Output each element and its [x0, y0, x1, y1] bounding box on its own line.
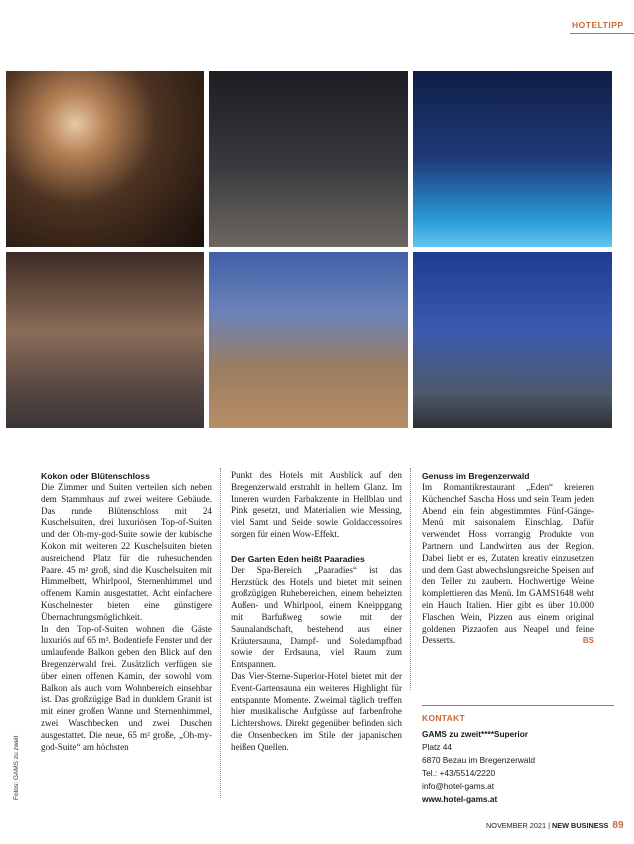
section-label: HOTELTIPP	[572, 20, 624, 30]
paragraph-text: Im Romantikrestaurant „Eden“ kreieren Küchenchef Sascha Hoss und sein Team jeden Abend ein fein abgestimmtes Fünf-Gänge-Menü mit saisonalem Einschlag. Dafür verwendet Hoss vorrangig Produkte von Partnern und Landwirten aus der Region. Dabei liebt er es, Zutaten kreativ einzusetzen und dem Gast abwechslungsreiche Speisen auf den Teller zu zaubern. Hochwertige Weine komplettieren das Menü. Im GAMS1648 weht ein Hauch Italien. Hier gibt es über 10.000 Flaschen Wein, Pizzen aus einem original goldenen Pizzaofen aus Neapel und feine Desserts.	[422, 482, 594, 646]
photo-lobby-fireplace	[209, 71, 408, 247]
article-column-2	[231, 470, 402, 754]
paragraph	[422, 482, 594, 647]
photo-credit: Fotos: GAMS zu zweit	[13, 735, 20, 800]
page-number: 89	[612, 820, 624, 831]
paragraph: Das Vier-Sterne-Superior-Hotel bietet mit der Event-Gartensauna ein weiteres Highlight für entspannte Momente. Zweimal täglich treffen hier musikalische Aufgüsse auf farbenfrohe Lichtershows. Direkt gegenüber befinden sich die Onsenbecken im Stile der japanischen heißen Quellen.	[231, 670, 402, 752]
paragraph: Die Zimmer und Suiten verteilen sich neben dem Stammhaus auf zwei weitere Gebäude. Das runde Blütenschloss mit 24 Kuschelsuiten, drei luxuriösen Top-of-Suiten und der Oh-my-god-Suite sowie der kubische Kokon mit weiteren 22 Kuschelsuiten bieten ausreichend Platz für die ruhesuchenden Paare. 45 m² groß, sind die Kuschelsuiten mit Himmelbett, Whirlpool, Sternenhimmel und offenem Kamin ausgestattet. Acht einfachere Kuschelnester bieten eine günstigere Übernachtungsmöglichkeit.	[41, 482, 212, 622]
photo-garden-terrace	[209, 252, 408, 428]
contact-box	[422, 728, 535, 806]
footer-publication: NEW BUSINESS	[552, 821, 609, 830]
photo-spa-roof-pool	[413, 71, 612, 247]
article-column-1	[41, 470, 212, 753]
contact-heading: KONTAKT	[422, 713, 466, 723]
heading-kokon: Kokon oder Blütenschloss	[41, 471, 150, 481]
contact-hotel-name: GAMS zu zweit****Superior	[422, 729, 529, 739]
heading-genuss: Genuss im Bregenzerwald	[422, 471, 530, 481]
author-signature: BS	[582, 636, 594, 646]
footer-separator: |	[548, 821, 550, 830]
contact-phone: Tel.: +43/5514/2220	[422, 768, 496, 778]
column-divider	[410, 468, 411, 690]
photo-owners	[6, 71, 204, 247]
section-divider	[570, 33, 634, 34]
paragraph: In den Top-of-Suiten wohnen die Gäste luxuriös auf 65 m². Bodentiefe Fenster und der umlaufende Balkon geben den Blick auf den Bregenzerwald frei. Zusätzlich verfügen sie über einen offenen Kamin, der sowohl vom Balkon als auch vom Wohnbereich einsehbar ist. Das großzügige Bad in dunklem Granit ist mit einer großen Wanne und Sternenhimmel, zwei Waschbecken und zwei Duschen ausgestattet. Die neue, 65 m² große, „Oh-my-god-Suite“ am höchsten	[41, 623, 213, 752]
contact-city: 6870 Bezau im Bregenzerwald	[422, 755, 535, 765]
page-footer	[486, 820, 624, 831]
column-divider	[220, 468, 221, 798]
article-column-3	[422, 470, 594, 647]
paragraph: Der Spa-Bereich „Paaradies“ ist das Herzstück des Hotels und bietet mit seinen großzügigen Ruhebereichen, einem beheizten Außen- und Whirlpool, einem Kneippgang mit Barfußweg sowie mit der Saunalandschaft, bestehend aus einer Kräutersauna, Dampf- und Soledampfbad sowie der Erdsauna, viel Raum zum Entspannen.	[231, 564, 402, 670]
heading-garten-eden: Der Garten Eden heißt Paaradies	[231, 553, 365, 564]
paragraph: Punkt des Hotels mit Ausblick auf den Bregenzerwald erstrahlt in hellem Glanz. Im Inneren wurden Farbakzente in Hellblau und Pink gesetzt, und Materialien wie Messing, viel Samt und Seide sowie Goldaccessoires sorgen für einen Wow-Effekt.	[231, 470, 402, 539]
contact-street: Platz 44	[422, 742, 452, 752]
contact-email[interactable]: info@hotel-gams.at	[422, 781, 495, 791]
photo-restaurant-chandeliers	[6, 252, 204, 428]
photo-hotel-exterior-night	[413, 252, 612, 428]
contact-website-link[interactable]: www.hotel-gams.at	[422, 794, 498, 804]
contact-divider	[422, 705, 614, 706]
footer-date: NOVEMBER 2021	[486, 821, 547, 830]
